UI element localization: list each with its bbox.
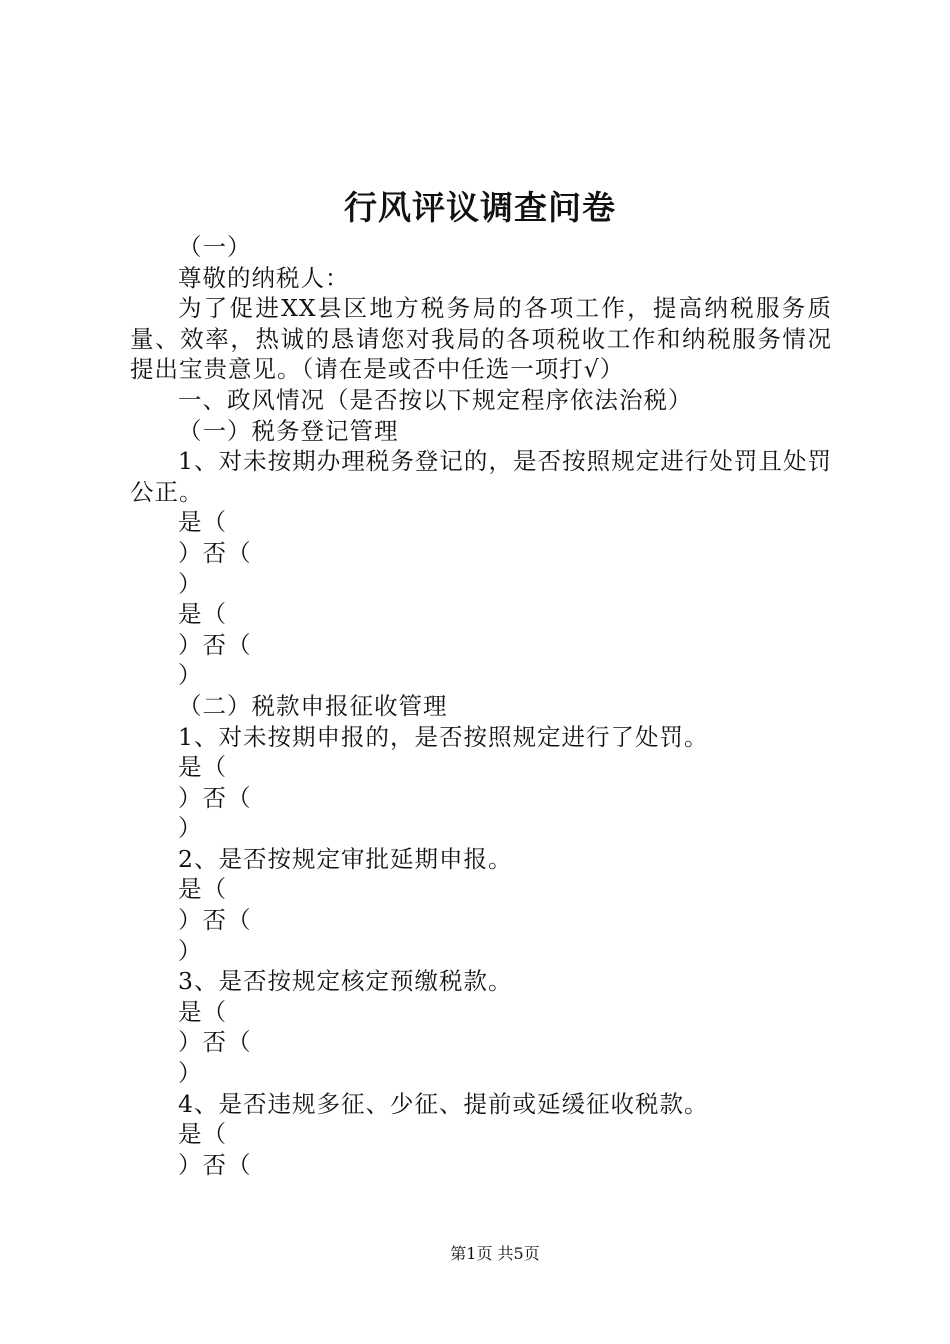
- answer-close: ）: [178, 661, 203, 690]
- subsection-heading-registration: （一）税务登记管理: [178, 416, 399, 445]
- question-declaration-2: 2、是否按规定审批延期申报。: [178, 844, 513, 873]
- subsection-heading-declaration: （二）税款申报征收管理: [178, 691, 448, 720]
- answer-no[interactable]: ）否（: [178, 630, 252, 659]
- document-title: 行风评议调查问卷: [344, 188, 616, 227]
- answer-yes[interactable]: 是（: [178, 753, 227, 782]
- question-declaration-1: 1、对未按期申报的，是否按照规定进行了处罚。: [178, 722, 709, 751]
- answer-close: ）: [178, 814, 203, 843]
- answer-close: ）: [178, 1059, 203, 1088]
- question-registration-1: 1、对未按期办理税务登记的，是否按照规定进行处罚且处罚公正。: [130, 447, 832, 506]
- question-declaration-4: 4、是否违规多征、少征、提前或延缓征收税款。: [178, 1089, 709, 1118]
- section-heading-1: 一、政风情况（是否按以下规定程序依法治税）: [178, 385, 693, 414]
- answer-yes[interactable]: 是（: [178, 600, 227, 629]
- section-number: （一）: [178, 233, 252, 261]
- answer-no[interactable]: ）否（: [178, 906, 252, 935]
- answer-yes[interactable]: 是（: [178, 997, 227, 1026]
- answer-yes[interactable]: 是（: [178, 875, 227, 904]
- page-footer: 第1页 共5页: [450, 1244, 540, 1263]
- answer-close: ）: [178, 936, 203, 965]
- answer-yes[interactable]: 是（: [178, 508, 227, 537]
- document-body: [130, 232, 832, 1180]
- answer-no[interactable]: ）否（: [178, 783, 252, 812]
- answer-no[interactable]: ）否（: [178, 1150, 252, 1179]
- question-declaration-3: 3、是否按规定核定预缴税款。: [178, 967, 513, 996]
- answer-no[interactable]: ）否（: [178, 1028, 252, 1057]
- answer-close: ）: [178, 569, 203, 598]
- intro-paragraph: 为了促进XX县区地方税务局的各项工作，提高纳税服务质量、效率，热诚的恳请您对我局的各项税收工作和纳税服务情况提出宝贵意见。（请在是或否中任选一项打√）: [130, 294, 832, 384]
- greeting: 尊敬的纳税人：: [178, 263, 350, 292]
- answer-no[interactable]: ）否（: [178, 538, 252, 567]
- answer-yes[interactable]: 是（: [178, 1120, 227, 1149]
